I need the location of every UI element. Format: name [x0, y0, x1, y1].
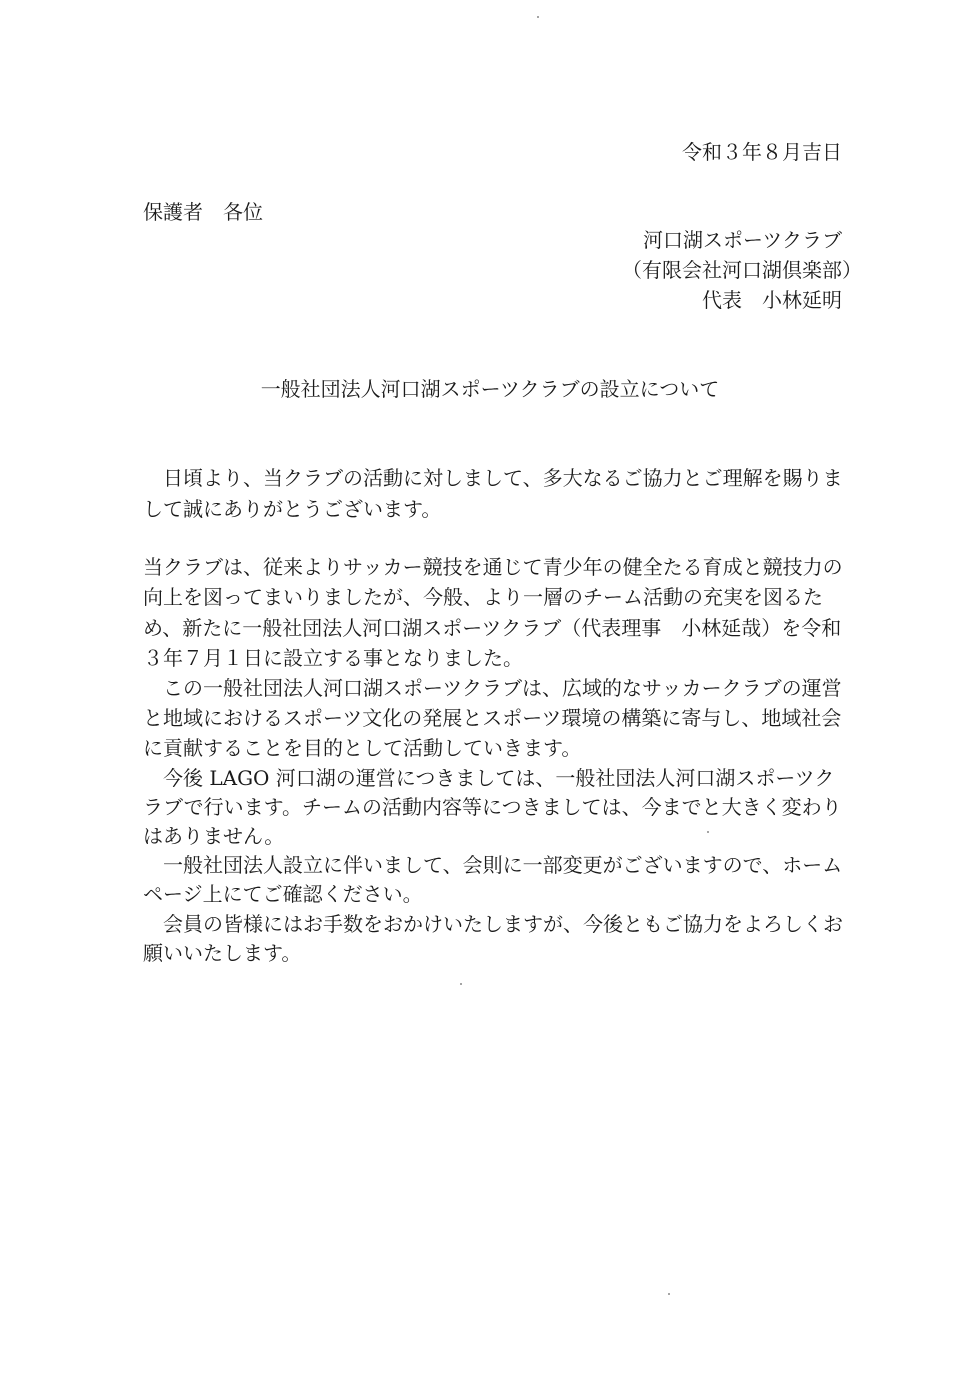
body-line: して誠にありがとうございます。	[143, 497, 442, 521]
body-line: ラブで行います。チームの活動内容等につきましては、今までと大きく変わり	[143, 795, 842, 819]
body-line: 今後 LAGO 河口湖の運営につきましては、一般社団法人河口湖スポーツク	[143, 766, 835, 790]
body-line: はありません。	[143, 824, 285, 848]
letter-date: 令和３年８月吉日	[682, 140, 842, 164]
body-line: 日頃より、当クラブの活動に対しまして、多大なるご協力とご理解を賜りま	[143, 466, 843, 490]
body-line: ３年７月１日に設立する事となりました。	[143, 646, 523, 670]
sender-company: （有限会社河口湖倶楽部）	[622, 258, 862, 282]
scan-speck	[537, 16, 539, 18]
scan-speck	[668, 1293, 670, 1295]
sender-representative: 代表 小林延明	[702, 288, 842, 312]
sender-organization: 河口湖スポーツクラブ	[643, 228, 842, 252]
letter-title: 一般社団法人河口湖スポーツクラブの設立について	[260, 377, 720, 401]
body-line: 当クラブは、従来よりサッカー競技を通じて青少年の健全たる育成と競技力の	[143, 555, 843, 579]
recipient: 保護者 各位	[143, 200, 263, 224]
body-line: に貢献することを目的として活動していきます。	[143, 736, 582, 760]
body-line: 願いいたします。	[143, 941, 302, 965]
body-line: 向上を図ってまいりましたが、今般、より一層のチーム活動の充実を図るた	[143, 585, 823, 609]
body-line: ページ上にてご確認ください。	[143, 882, 423, 906]
body-line: と地域におけるスポーツ文化の発展とスポーツ環境の構築に寄与し、地域社会	[143, 706, 842, 730]
body-line: この一般社団法人河口湖スポーツクラブは、広域的なサッカークラブの運営	[143, 676, 842, 700]
body-line: め、新たに一般社団法人河口湖スポーツクラブ（代表理事 小林延哉）を令和	[143, 616, 842, 640]
body-line: 会員の皆様にはお手数をおかけいたしますが、今後ともご協力をよろしくお	[143, 912, 843, 936]
body-line: 一般社団法人設立に伴いまして、会則に一部変更がございますので、ホーム	[143, 853, 843, 877]
scan-speck	[460, 983, 462, 985]
scan-speck	[707, 831, 709, 833]
